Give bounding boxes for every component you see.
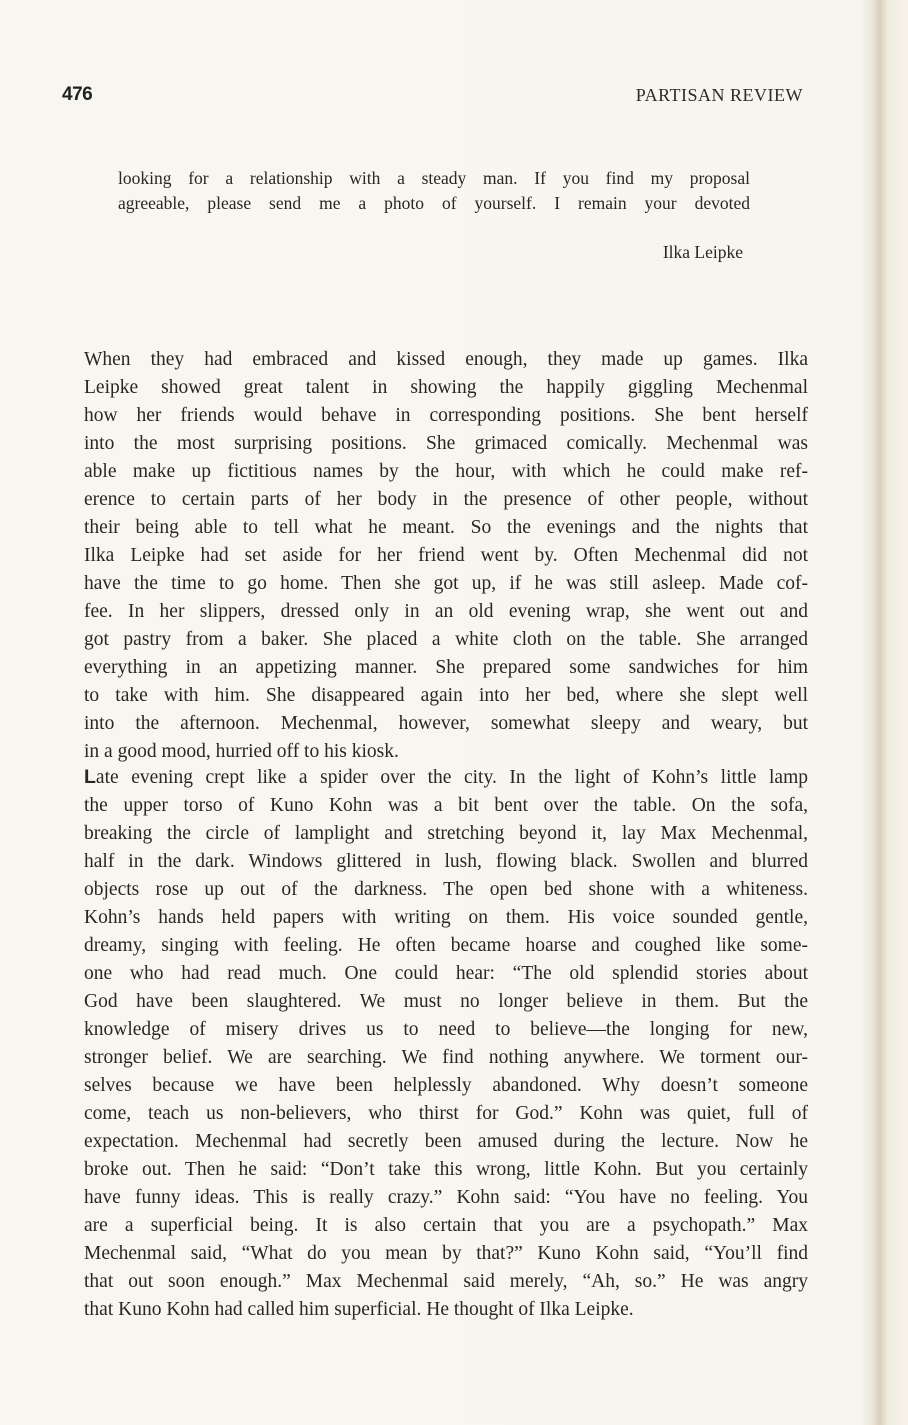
paragraph-line: that Kuno Kohn had called him superficial. He thought of Ilka Leipke.: [84, 1299, 634, 1320]
paragraph-line: broke out. Then he said: “Don’t take this wrong, little Kohn. But you certainly: [84, 1159, 808, 1180]
paragraph-line: come, teach us non-believers, who thirst for God.” Kohn was quiet, full of: [84, 1103, 808, 1124]
paragraph-line: able make up fictitious names by the hour, with which he could make ref-: [84, 461, 808, 482]
paragraph-line: Ilka Leipke had set aside for her friend went by. Often Mechenmal did not: [84, 545, 808, 566]
paragraph-line: one who had read much. One could hear: “The old splendid stories about: [84, 963, 808, 984]
paragraph-2: [84, 763, 808, 1324]
paragraph-line: breaking the circle of lamplight and stretching beyond it, lay Max Mechenmal,: [84, 823, 808, 844]
paragraph-line: everything in an appetizing manner. She prepared some sandwiches for him: [84, 657, 808, 678]
page-number: 476: [62, 84, 93, 105]
paragraph-line: are a superficial being. It is also certain that you are a psychopath.” Max: [84, 1215, 808, 1236]
paragraph-line: in a good mood, hurried off to his kiosk.: [84, 741, 399, 762]
paragraph-line: knowledge of misery drives us to need to believe—the longing for new,: [84, 1019, 808, 1040]
paragraph-line: [84, 763, 808, 792]
paragraph-line: that out soon enough.” Max Mechenmal said merely, “Ah, so.” He was angry: [84, 1271, 808, 1292]
paragraph-line: Mechenmal said, “What do you mean by that?” Kuno Kohn said, “You’ll find: [84, 1243, 808, 1264]
paragraph-line: erence to certain parts of her body in the presence of other people, without: [84, 489, 808, 510]
paragraph-line: into the afternoon. Mechenmal, however, somewhat sleepy and weary, but: [84, 713, 808, 734]
line-text: ate evening crept like a spider over the city. In the light of Kohn’s little lamp: [95, 767, 808, 788]
paragraph-line: Kohn’s hands held papers with writing on them. His voice sounded gentle,: [84, 907, 808, 928]
paragraph-line: how her friends would behave in corresponding positions. She bent herself: [84, 405, 808, 426]
letter-line: looking for a relationship with a steady man. If you find my proposal: [118, 168, 750, 188]
running-title: PARTISAN REVIEW: [635, 85, 803, 105]
paragraph-line: the upper torso of Kuno Kohn was a bit bent over the table. On the sofa,: [84, 795, 808, 816]
paragraph-1: [84, 346, 808, 766]
paragraph-line: fee. In her slippers, dressed only in an old evening wrap, she went out and: [84, 601, 808, 622]
paragraph-line: have funny ideas. This is really crazy.” Kohn said: “You have no feeling. You: [84, 1187, 808, 1208]
paragraph-line: objects rose up out of the darkness. The open bed shone with a whiteness.: [84, 879, 808, 900]
paragraph-line: have the time to go home. Then she got up, if he was still asleep. Made cof-: [84, 573, 808, 594]
paragraph-line: selves because we have been helplessly abandoned. Why doesn’t someone: [84, 1075, 808, 1096]
paragraph-line: half in the dark. Windows glittered in lush, flowing black. Swollen and blurred: [84, 851, 808, 872]
letter-excerpt: [118, 166, 750, 216]
drop-initial: L: [84, 766, 96, 788]
paragraph-line: Leipke showed great talent in showing the happily giggling Mechenmal: [84, 377, 808, 398]
paragraph-line: got pastry from a baker. She placed a white cloth on the table. She arranged: [84, 629, 808, 650]
paragraph-line: God have been slaughtered. We must no longer believe in them. But the: [84, 991, 808, 1012]
paragraph-line: expectation. Mechenmal had secretly been amused during the lecture. Now he: [84, 1131, 808, 1152]
letter-signature: Ilka Leipke: [662, 242, 743, 262]
paragraph-line: When they had embraced and kissed enough, they made up games. Ilka: [84, 349, 808, 370]
paragraph-line: dreamy, singing with feeling. He often became hoarse and coughed like some-: [84, 935, 808, 956]
paragraph-line: their being able to tell what he meant. So the evenings and the nights that: [84, 517, 808, 538]
letter-line: agreeable, please send me a photo of yourself. I remain your devoted: [118, 193, 750, 213]
paragraph-line: to take with him. She disappeared again into her bed, where she slept well: [84, 685, 808, 706]
paragraph-line: into the most surprising positions. She grimaced comically. Mechenmal was: [84, 433, 808, 454]
paragraph-line: stronger belief. We are searching. We find nothing anywhere. We torment our-: [84, 1047, 808, 1068]
